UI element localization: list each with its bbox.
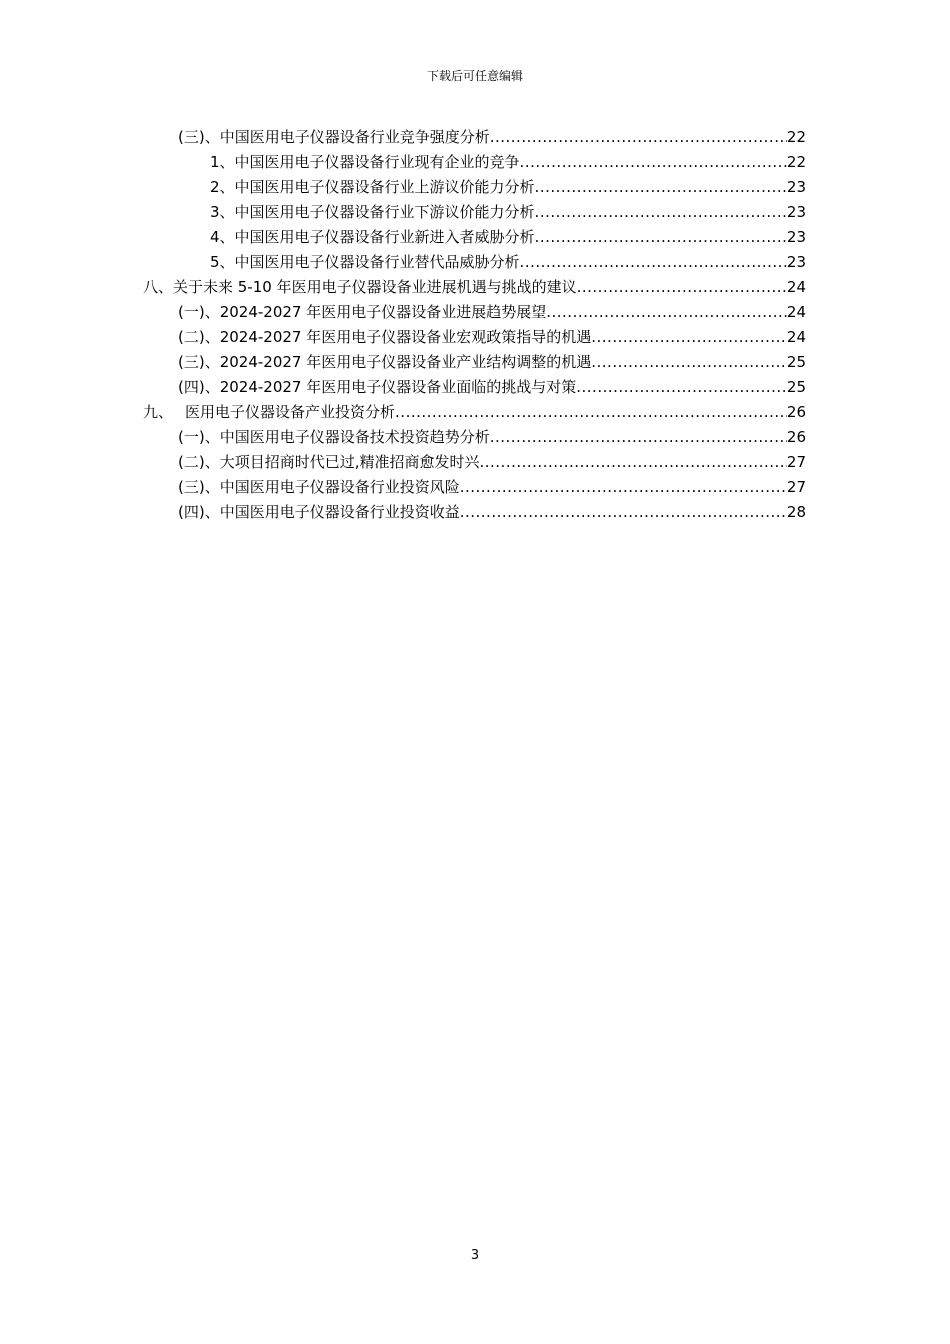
- toc-entry[interactable]: [143, 300, 806, 325]
- toc-entry-page: 28: [786, 503, 806, 521]
- toc-entry[interactable]: [143, 325, 806, 350]
- toc-entry-title: (三)、2024-2027 年医用电子仪器设备业产业结构调整的机遇: [178, 353, 592, 371]
- toc-entry-title: 2、中国医用电子仪器设备行业上游议价能力分析: [210, 178, 535, 196]
- toc-entry[interactable]: [143, 250, 806, 275]
- toc-entry-title: (三)、中国医用电子仪器设备行业投资风险: [178, 478, 460, 496]
- toc-dot-leader: [520, 150, 787, 175]
- toc-entry[interactable]: [143, 400, 806, 425]
- toc-entry-page: 24: [786, 328, 806, 346]
- toc-entry-title: (一)、中国医用电子仪器设备技术投资趋势分析: [178, 428, 490, 446]
- toc-entry-label: 医用电子仪器设备产业投资分析: [185, 403, 396, 421]
- toc-dot-leader: [535, 225, 787, 250]
- toc-entry-title: (二)、大项目招商时代已过,精准招商愈发时兴: [178, 453, 480, 471]
- toc-entry[interactable]: [143, 200, 806, 225]
- toc-entry-page: 25: [786, 378, 806, 396]
- toc-entry-page: 26: [786, 428, 806, 446]
- toc-entry-page: 23: [786, 203, 806, 221]
- toc-dot-leader: [546, 300, 787, 325]
- toc-dot-leader: [490, 125, 787, 150]
- toc-dot-leader: [535, 175, 787, 200]
- toc-entry-page: 24: [786, 303, 806, 321]
- toc-dot-leader: [535, 200, 787, 225]
- toc-dot-leader: [576, 375, 787, 400]
- toc-dot-leader: [520, 250, 787, 275]
- toc-entry-prefix: 九、: [143, 403, 174, 421]
- toc-dot-leader: [460, 500, 787, 525]
- toc-entry-title: (二)、2024-2027 年医用电子仪器设备业宏观政策指导的机遇: [178, 328, 592, 346]
- toc-entry-title: 八、关于未来 5-10 年医用电子仪器设备业进展机遇与挑战的建议: [143, 278, 577, 296]
- toc-entry-title: 1、中国医用电子仪器设备行业现有企业的竞争: [210, 153, 520, 171]
- toc-entry-title: 3、中国医用电子仪器设备行业下游议价能力分析: [210, 203, 535, 221]
- toc-dot-leader: [460, 475, 787, 500]
- toc-entry-page: 23: [786, 178, 806, 196]
- toc-entry-page: 25: [786, 353, 806, 371]
- toc-dot-leader: [591, 350, 787, 375]
- toc-dot-leader: [490, 425, 787, 450]
- toc-dot-leader: [395, 400, 787, 425]
- toc-entry[interactable]: [143, 125, 806, 150]
- toc-entry-title: 4、中国医用电子仪器设备行业新进入者威胁分析: [210, 228, 535, 246]
- toc-dot-leader: [591, 325, 787, 350]
- toc-entry[interactable]: [143, 275, 806, 300]
- page-number: 3: [470, 1248, 480, 1263]
- toc-entry[interactable]: [143, 350, 806, 375]
- toc-entry[interactable]: [143, 450, 806, 475]
- toc-entry-page: 26: [786, 403, 806, 421]
- toc-entry-title: [143, 400, 395, 425]
- toc-entry-page: 22: [786, 153, 806, 171]
- toc-entry-title: (三)、中国医用电子仪器设备行业竞争强度分析: [178, 128, 490, 146]
- toc-entry-page: 27: [786, 453, 806, 471]
- toc-entry[interactable]: [143, 500, 806, 525]
- toc-entry-page: 23: [786, 228, 806, 246]
- toc-entry-page: 24: [786, 278, 806, 296]
- toc-dot-leader: [577, 275, 787, 300]
- toc-entry-title: (四)、2024-2027 年医用电子仪器设备业面临的挑战与对策: [178, 378, 577, 396]
- toc-entry-page: 22: [786, 128, 806, 146]
- page-header: 下载后可任意编辑: [426, 69, 523, 83]
- toc-entry[interactable]: [143, 475, 806, 500]
- toc-entry[interactable]: [143, 225, 806, 250]
- toc-entry-title: 5、中国医用电子仪器设备行业替代品威胁分析: [210, 253, 520, 271]
- toc-entry-title: (四)、中国医用电子仪器设备行业投资收益: [178, 503, 460, 521]
- toc-entry-page: 27: [786, 478, 806, 496]
- toc-entry-title: (一)、2024-2027 年医用电子仪器设备业进展趋势展望: [178, 303, 547, 321]
- toc-entry[interactable]: [143, 375, 806, 400]
- toc-entry[interactable]: [143, 175, 806, 200]
- table-of-contents: [143, 125, 806, 525]
- toc-entry[interactable]: [143, 425, 806, 450]
- toc-entry-page: 23: [786, 253, 806, 271]
- toc-dot-leader: [479, 450, 786, 475]
- toc-entry[interactable]: [143, 150, 806, 175]
